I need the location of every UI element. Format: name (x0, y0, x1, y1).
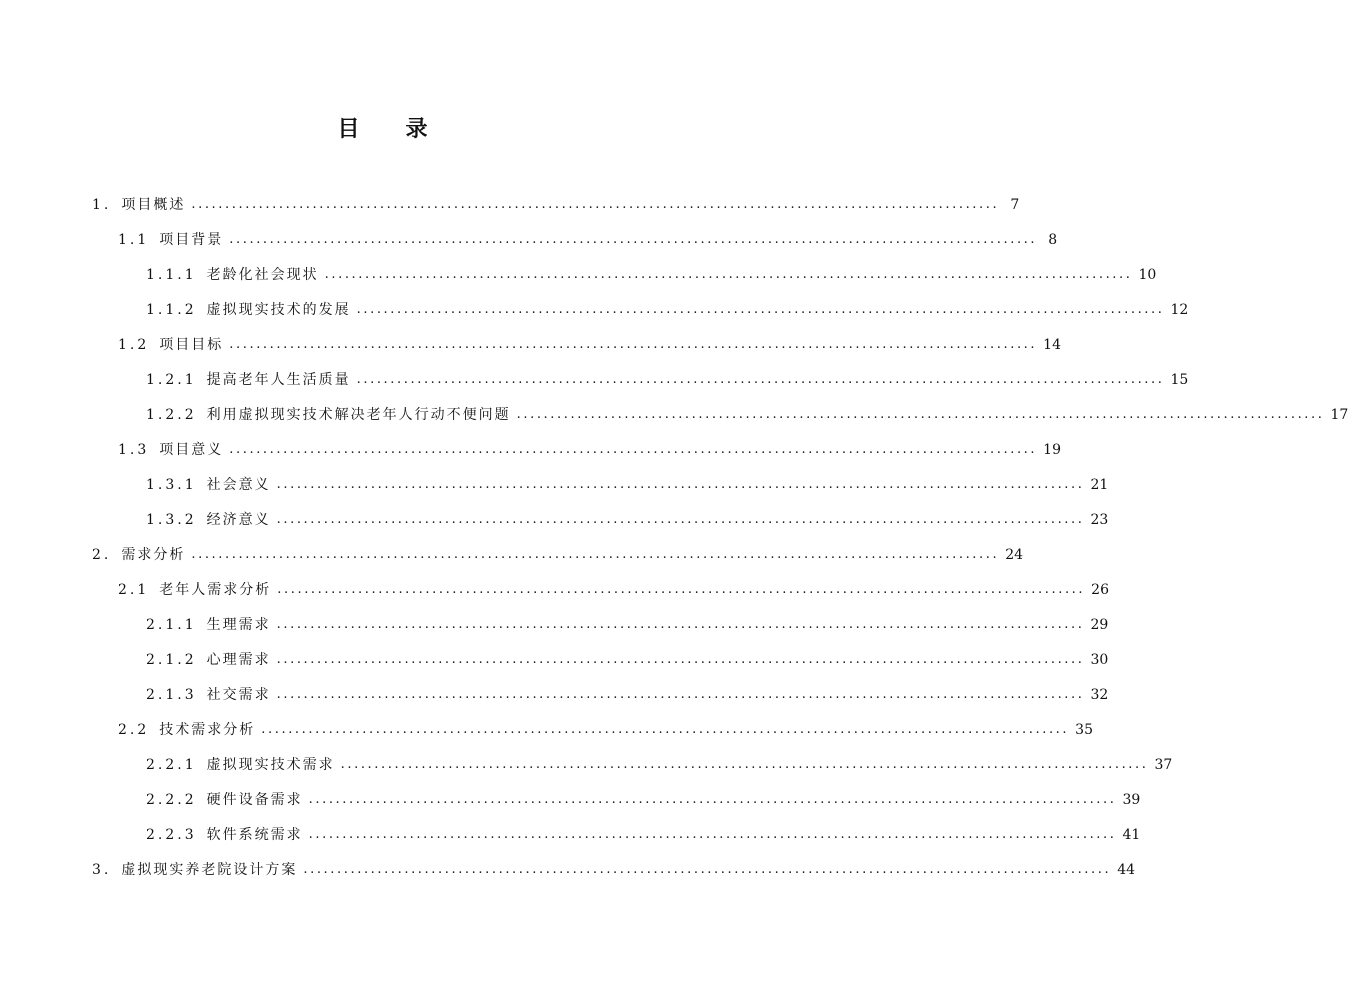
toc-page: 29 (1090, 617, 1109, 633)
toc-entry[interactable] (118, 715, 1093, 745)
leader-dots: ........................................................................................................................ (276, 617, 1085, 632)
toc-page: 35 (1075, 722, 1093, 738)
toc-title: 技术需求分析 (159, 722, 256, 738)
toc-entry[interactable] (146, 820, 1141, 850)
toc-page: 41 (1122, 827, 1141, 843)
toc-page: 32 (1090, 687, 1109, 703)
toc-entry[interactable] (146, 470, 1109, 500)
leader-dots: ........................................................................................................................ (308, 827, 1117, 842)
title-char-1: 目 (337, 117, 360, 142)
toc-page: 26 (1091, 582, 1109, 598)
toc-title: 提高老年人生活质量 (206, 372, 351, 388)
toc-title: 经济意义 (206, 512, 271, 528)
toc-entry[interactable] (118, 575, 1109, 605)
toc-title: 社交需求 (206, 687, 271, 703)
toc-entry[interactable] (146, 750, 1173, 780)
title-char-2: 录 (405, 117, 428, 142)
toc-page: 8 (1048, 232, 1058, 248)
toc-number: 2.2.1 (146, 757, 197, 773)
toc-number: 1.3 (118, 442, 150, 458)
toc-number: 3. (92, 862, 112, 878)
toc-page: 24 (1005, 547, 1024, 563)
toc-entry[interactable] (146, 680, 1109, 710)
toc-title: 需求分析 (121, 547, 186, 563)
toc-entry[interactable] (146, 785, 1141, 815)
toc-number: 1.3.2 (146, 512, 197, 528)
toc-number: 2.1 (118, 582, 150, 598)
toc-title: 虚拟现实养老院设计方案 (121, 862, 298, 878)
toc-title: 项目目标 (159, 337, 224, 353)
toc-page: 21 (1090, 477, 1109, 493)
toc-title: 项目背景 (159, 232, 224, 248)
toc-page: 37 (1154, 757, 1173, 773)
toc-entry[interactable] (118, 225, 1058, 255)
leader-dots: ........................................................................................................................ (276, 687, 1085, 702)
leader-dots: ........................................................................................................................ (276, 652, 1085, 667)
toc-entry[interactable] (118, 330, 1061, 360)
toc-number: 2.1.2 (146, 652, 197, 668)
toc-number: 2.1.1 (146, 617, 197, 633)
toc-title: 社会意义 (206, 477, 271, 493)
toc-title: 生理需求 (206, 617, 271, 633)
leader-dots: ........................................................................................................................ (303, 862, 1112, 877)
toc-number: 2.2 (118, 722, 150, 738)
toc-number: 2.1.3 (146, 687, 197, 703)
toc-number: 1.3.1 (146, 477, 197, 493)
toc-title: 老年人需求分析 (159, 582, 272, 598)
toc-entry[interactable] (118, 435, 1061, 465)
leader-dots: ........................................................................................................................ (261, 722, 1070, 737)
toc-number: 2.2.2 (146, 792, 197, 808)
toc-entry[interactable] (146, 505, 1109, 535)
leader-dots: ........................................................................................................................ (191, 547, 1000, 562)
leader-dots: ........................................................................................................................ (340, 757, 1149, 772)
toc-number: 2.2.3 (146, 827, 197, 843)
toc-page: 14 (1043, 337, 1061, 353)
toc-entry[interactable] (92, 855, 1136, 885)
toc-number: 1.1.2 (146, 302, 197, 318)
toc-title: 虚拟现实技术需求 (206, 757, 335, 773)
toc-page: 39 (1122, 792, 1141, 808)
toc-page: 44 (1117, 862, 1136, 878)
toc-title: 虚拟现实技术的发展 (206, 302, 351, 318)
toc-title: 利用虚拟现实技术解决老年人行动不便问题 (206, 407, 511, 423)
toc-number: 1.2 (118, 337, 150, 353)
toc-entry[interactable] (92, 540, 1024, 570)
toc-page: 19 (1043, 442, 1061, 458)
toc-title: 软件系统需求 (206, 827, 303, 843)
leader-dots: ........................................................................................................................ (516, 407, 1325, 422)
toc-number: 1.2.1 (146, 372, 197, 388)
leader-dots: ........................................................................................................................ (356, 372, 1165, 387)
toc-page: 17 (1330, 407, 1348, 423)
leader-dots: ........................................................................................................................ (276, 512, 1085, 527)
page-title (0, 112, 765, 143)
toc-title: 项目概述 (121, 197, 186, 213)
leader-dots: ........................................................................................................................ (276, 477, 1085, 492)
toc-page: 10 (1138, 267, 1157, 283)
toc-entry[interactable] (146, 610, 1109, 640)
leader-dots: ........................................................................................................................ (191, 197, 1000, 212)
toc-page: 23 (1090, 512, 1109, 528)
leader-dots: ........................................................................................................................ (229, 442, 1038, 457)
toc-entry[interactable] (92, 190, 1020, 220)
leader-dots: ........................................................................................................................ (277, 582, 1086, 597)
leader-dots: ........................................................................................................................ (356, 302, 1165, 317)
toc-entry[interactable] (146, 645, 1109, 675)
toc-number: 1.1 (118, 232, 150, 248)
leader-dots: ........................................................................................................................ (229, 337, 1038, 352)
toc-page: 12 (1170, 302, 1189, 318)
toc-title: 老龄化社会现状 (206, 267, 319, 283)
toc-number: 1. (92, 197, 112, 213)
toc-page: 30 (1090, 652, 1109, 668)
toc-entry[interactable] (146, 260, 1157, 290)
toc-entry[interactable] (146, 400, 1348, 430)
leader-dots: ........................................................................................................................ (229, 232, 1038, 247)
toc-title: 项目意义 (159, 442, 224, 458)
toc-entry[interactable] (146, 365, 1189, 395)
toc-title: 硬件设备需求 (206, 792, 303, 808)
toc-number: 1.2.2 (146, 407, 197, 423)
toc-entry[interactable] (146, 295, 1189, 325)
toc-page: 7 (1010, 197, 1020, 213)
toc-number: 2. (92, 547, 112, 563)
toc-title: 心理需求 (206, 652, 271, 668)
leader-dots: ........................................................................................................................ (308, 792, 1117, 807)
toc-number: 1.1.1 (146, 267, 197, 283)
leader-dots: ........................................................................................................................ (324, 267, 1133, 282)
toc-page: 15 (1170, 372, 1189, 388)
